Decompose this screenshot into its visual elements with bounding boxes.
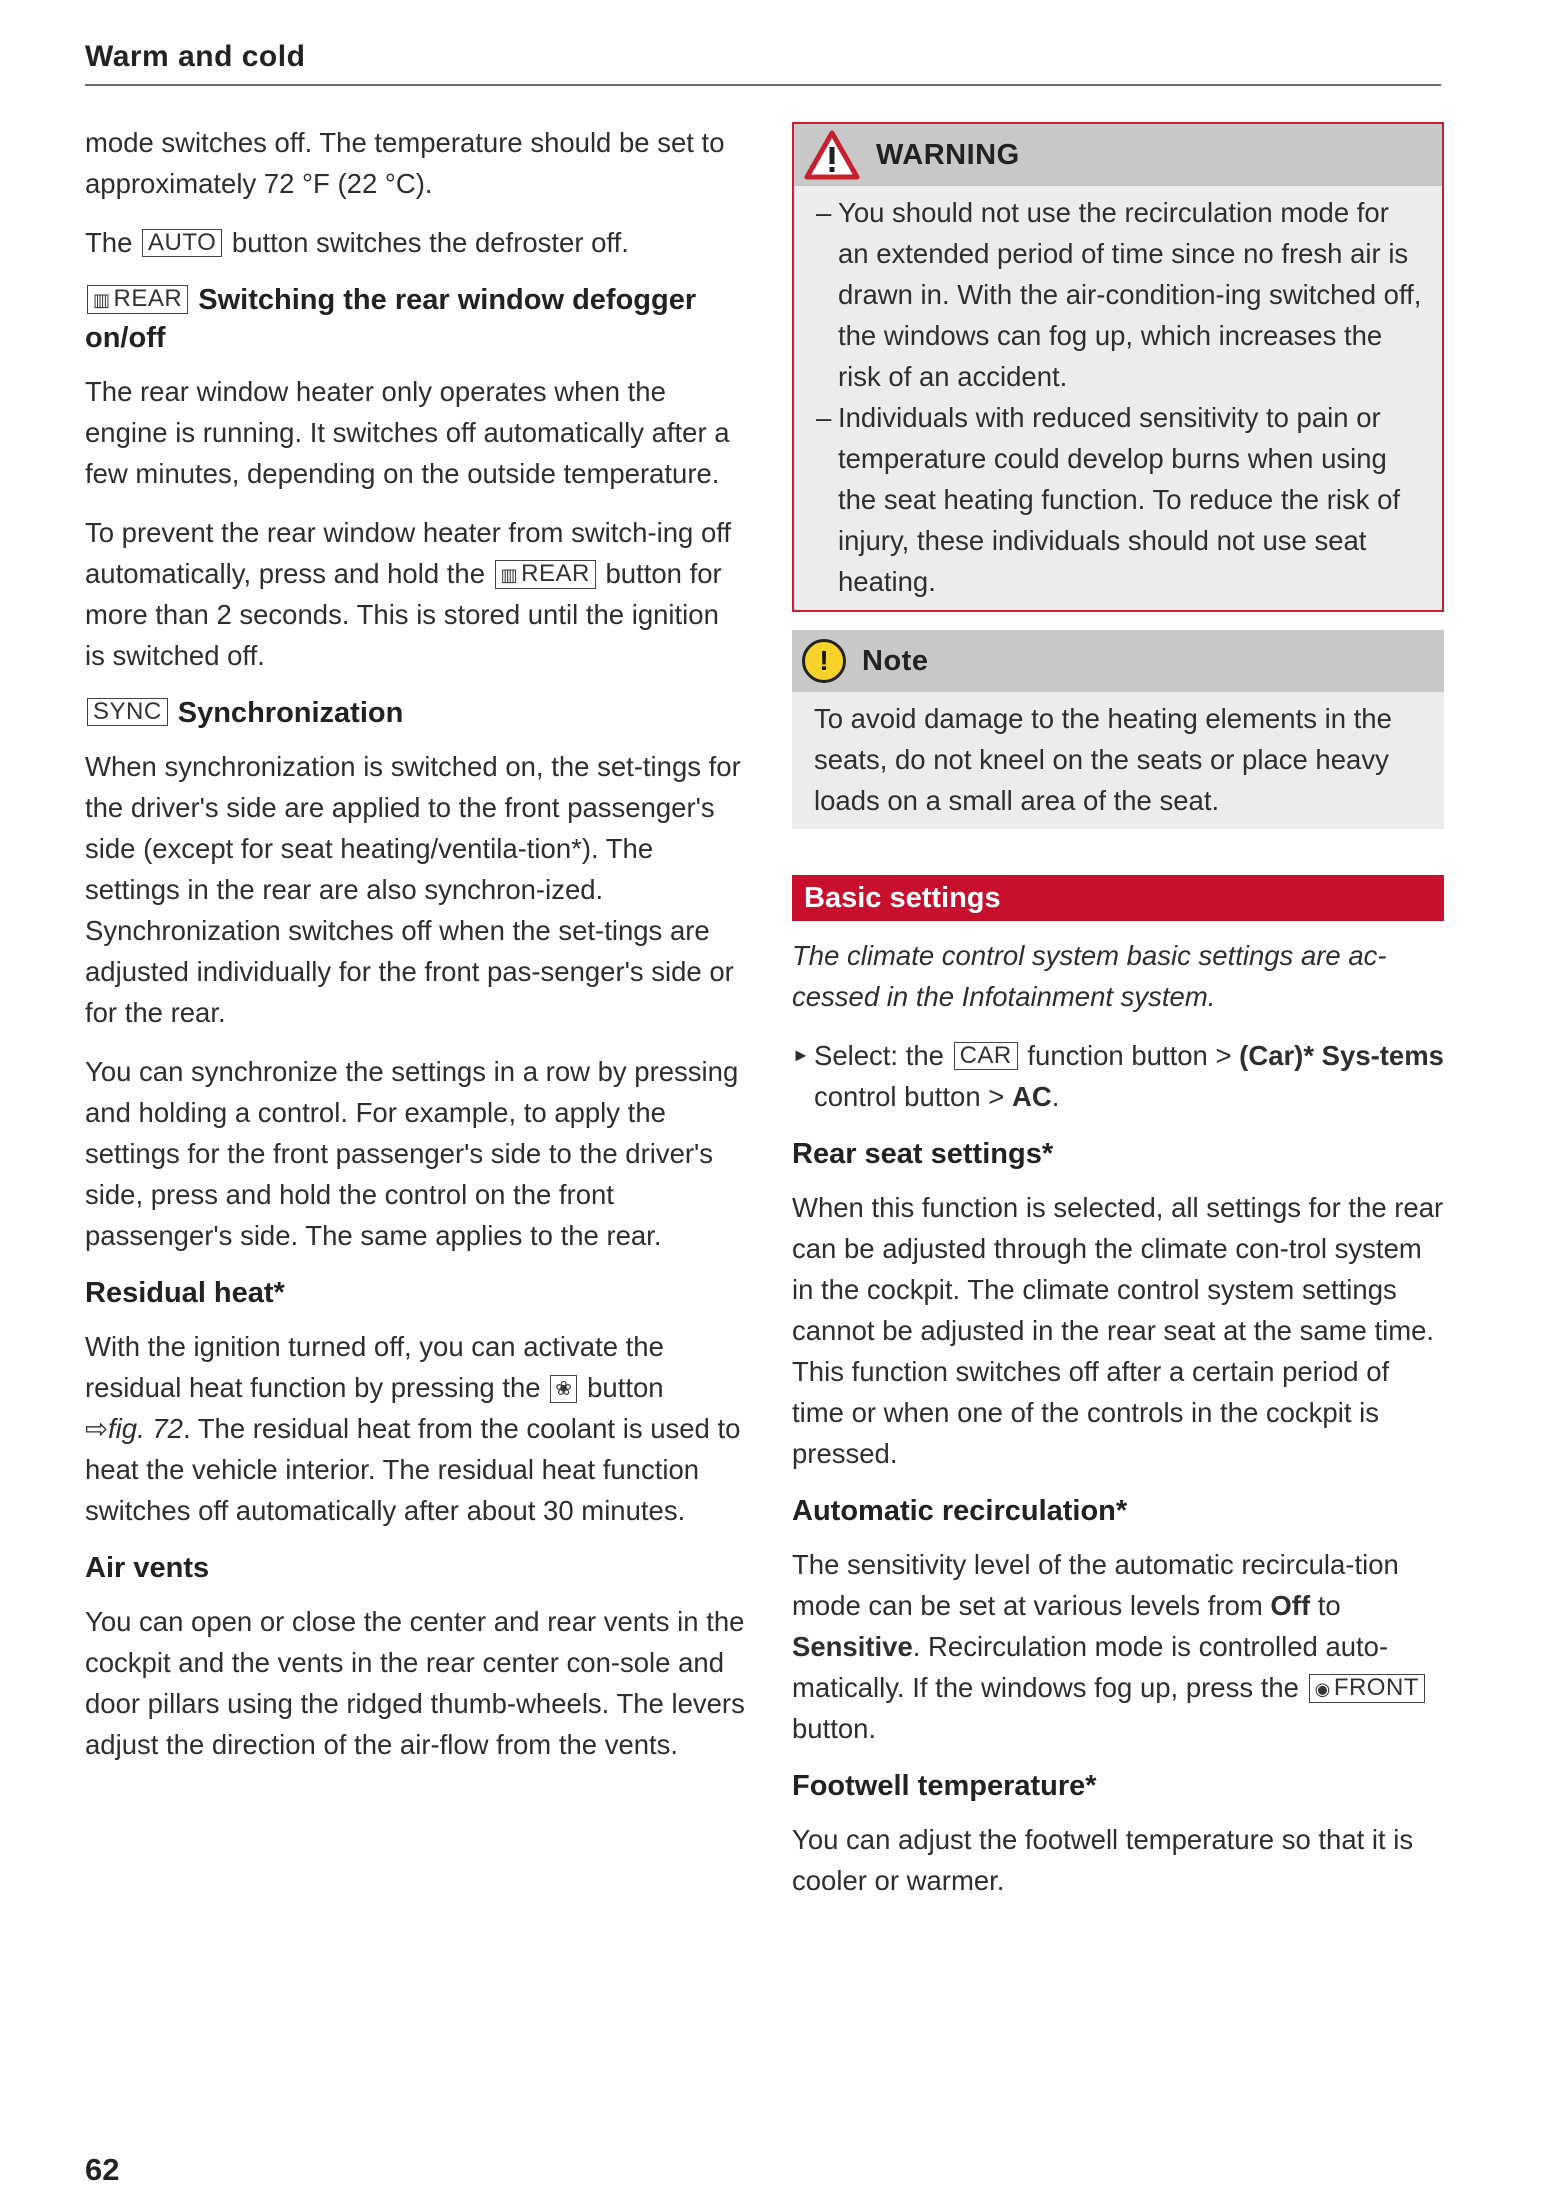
header-rule bbox=[85, 84, 1441, 86]
step-menu-car-systems: (Car)* Sys-tems bbox=[1239, 1040, 1444, 1071]
paragraph-recirculation bbox=[792, 1544, 1444, 1749]
rear-button-label bbox=[87, 285, 188, 314]
warning-list bbox=[816, 192, 1424, 602]
warning-box bbox=[792, 122, 1444, 612]
warning-item: – Individuals with reduced sensitivity to pain or temperature could develop burns when using the seat heating function. To reduce the risk of injury, these individuals should not use seat heating. bbox=[816, 397, 1424, 602]
front-button-text: FRONT bbox=[1333, 1674, 1419, 1701]
car-button-label: CAR bbox=[954, 1042, 1018, 1070]
auto-pre-text: The bbox=[85, 227, 133, 258]
warning-triangle-icon bbox=[804, 130, 860, 180]
residual-post: . The residual heat from the coolant is used to heat the vehicle interior. The residual heat function switches off automatically after about 30 minutes. bbox=[85, 1413, 741, 1526]
recirc-end: button. bbox=[792, 1713, 877, 1744]
residual-heat-icon: ❀ bbox=[555, 1378, 573, 1400]
paragraph-residual-heat bbox=[85, 1326, 745, 1531]
paragraph-sync: When synchronization is switched on, the set-tings for the driver's side are applied to the front passenger's side (except for seat heating/ventila-tion*). The settings in the rear are also synchron-ized. Synchronization switches off when the set-tings are adjusted individually for the front pas-senger's side or for the rear. bbox=[85, 751, 741, 1028]
recirc-sensitive: Sensitive bbox=[792, 1631, 913, 1662]
note-box bbox=[792, 630, 1444, 829]
rear-heading-text: Switching the rear window defogger on/off bbox=[85, 284, 697, 354]
warning-body bbox=[794, 186, 1442, 610]
paragraph-rear-hold bbox=[85, 512, 745, 676]
warning-title: WARNING bbox=[876, 138, 1020, 171]
rear-defroster-icon: ▥ bbox=[93, 290, 111, 310]
residual-mid: button bbox=[587, 1372, 664, 1403]
residual-pre: With the ignition turned off, you can activate the residual heat function by pressing the bbox=[85, 1331, 664, 1403]
step-mid2: control button > bbox=[814, 1081, 1005, 1112]
paragraph-temperature: mode switches off. The temperature should be set to approximately 72 °F (22 °C). bbox=[85, 127, 725, 199]
recirc-pre: The sensitivity level of the automatic recircula-tion mode can be set at various levels from bbox=[792, 1549, 1399, 1621]
residual-heat-button bbox=[550, 1375, 577, 1403]
step-marker-icon: ► bbox=[792, 1045, 810, 1065]
paragraph-footwell: You can adjust the footwell temperature so that it is cooler or warmer. bbox=[792, 1824, 1414, 1896]
section-intro: The climate control system basic settings are ac-cessed in the Infotainment system. bbox=[792, 940, 1387, 1012]
recirc-off: Off bbox=[1270, 1590, 1311, 1621]
note-exclamation-icon: ! bbox=[802, 639, 846, 683]
warning-item: – You should not use the recirculation mode for an extended period of time since no fresh air is drawn in. With the air-condition-ing switched off, the windows can fog up, which increases the risk of an accident. bbox=[816, 192, 1424, 397]
section-title-basic-settings: Basic settings bbox=[792, 875, 1444, 921]
heading-synchronization bbox=[85, 694, 745, 732]
step-mid: function button > bbox=[1027, 1040, 1232, 1071]
front-button-label bbox=[1309, 1674, 1425, 1703]
sync-button-label: SYNC bbox=[87, 698, 168, 726]
note-title: Note bbox=[862, 644, 929, 677]
heading-air-vents: Air vents bbox=[85, 1552, 210, 1584]
paragraph-air-vents: You can open or close the center and rear vents in the cockpit and the vents in the rear center con-sole and door pillars using the ridged thumb-wheels. The levers adjust the direction of the air-flow from the vents. bbox=[85, 1606, 745, 1760]
right-column bbox=[792, 122, 1444, 1919]
page-number: 62 bbox=[85, 2152, 120, 2187]
rear-hold-post: button for more than 2 seconds. This is stored until the ignition is switched off. bbox=[85, 558, 722, 671]
step-menu-ac: AC bbox=[1011, 1081, 1052, 1112]
recirc-to: to bbox=[1317, 1590, 1341, 1621]
recirc-post: . Recirculation mode is controlled auto-matically. If the windows fog up, press the bbox=[792, 1631, 1389, 1703]
paragraph-rear-seat: When this function is selected, all settings for the rear can be adjusted through the climate con-trol system in the cockpit. The climate control system settings cannot be adjusted in the rear seat at the same time. This function switches off after a certain period of time or when one of the controls in the cockpit is pressed. bbox=[792, 1192, 1444, 1469]
warning-header bbox=[794, 124, 1442, 186]
heading-automatic-recirculation: Automatic recirculation* bbox=[792, 1495, 1128, 1527]
heading-residual-heat: Residual heat* bbox=[85, 1277, 285, 1309]
paragraph-sync-row: You can synchronize the settings in a row by pressing and holding a control. For example, to apply the settings for the front passenger's side to the driver's side, press and hold the control on the front passenger's side. The same applies to the rear. bbox=[85, 1056, 739, 1251]
auto-button-label: AUTO bbox=[142, 229, 222, 257]
sync-heading-text: Synchronization bbox=[177, 697, 404, 729]
front-defroster-icon: ◉ bbox=[1314, 1679, 1331, 1699]
rear-hold-pre: To prevent the rear window heater from switch-ing off automatically, press and hold the bbox=[85, 517, 732, 589]
heading-rear-defogger bbox=[85, 281, 745, 357]
rear-button-text: REAR bbox=[113, 285, 183, 312]
auto-post-text: button switches the defroster off. bbox=[231, 227, 629, 258]
step-pre: Select: the bbox=[814, 1040, 944, 1071]
heading-rear-seat-settings: Rear seat settings* bbox=[792, 1138, 1054, 1170]
note-header bbox=[792, 630, 1444, 692]
paragraph-auto-button bbox=[85, 222, 745, 263]
left-column bbox=[85, 122, 745, 1783]
running-head: Warm and cold bbox=[85, 40, 306, 73]
note-body bbox=[792, 692, 1444, 829]
paragraph-rear-heater: The rear window heater only operates when the engine is running. It switches off automatically after a few minutes, depending on the outside temperature. bbox=[85, 376, 730, 489]
rear-defroster-icon: ▥ bbox=[500, 565, 519, 585]
step-end: . bbox=[1051, 1081, 1060, 1112]
instruction-step bbox=[792, 1035, 1444, 1117]
rear-button-inline bbox=[495, 560, 596, 589]
note-text: To avoid damage to the heating elements in the seats, do not kneel on the seats or place heavy loads on a small area of the seat. bbox=[814, 703, 1392, 816]
rear-inline-text: REAR bbox=[521, 560, 590, 587]
heading-footwell-temperature: Footwell temperature* bbox=[792, 1770, 1097, 1802]
figure-reference: fig. 72 bbox=[108, 1413, 183, 1444]
reference-arrow-icon: ⇨ bbox=[85, 1413, 109, 1444]
